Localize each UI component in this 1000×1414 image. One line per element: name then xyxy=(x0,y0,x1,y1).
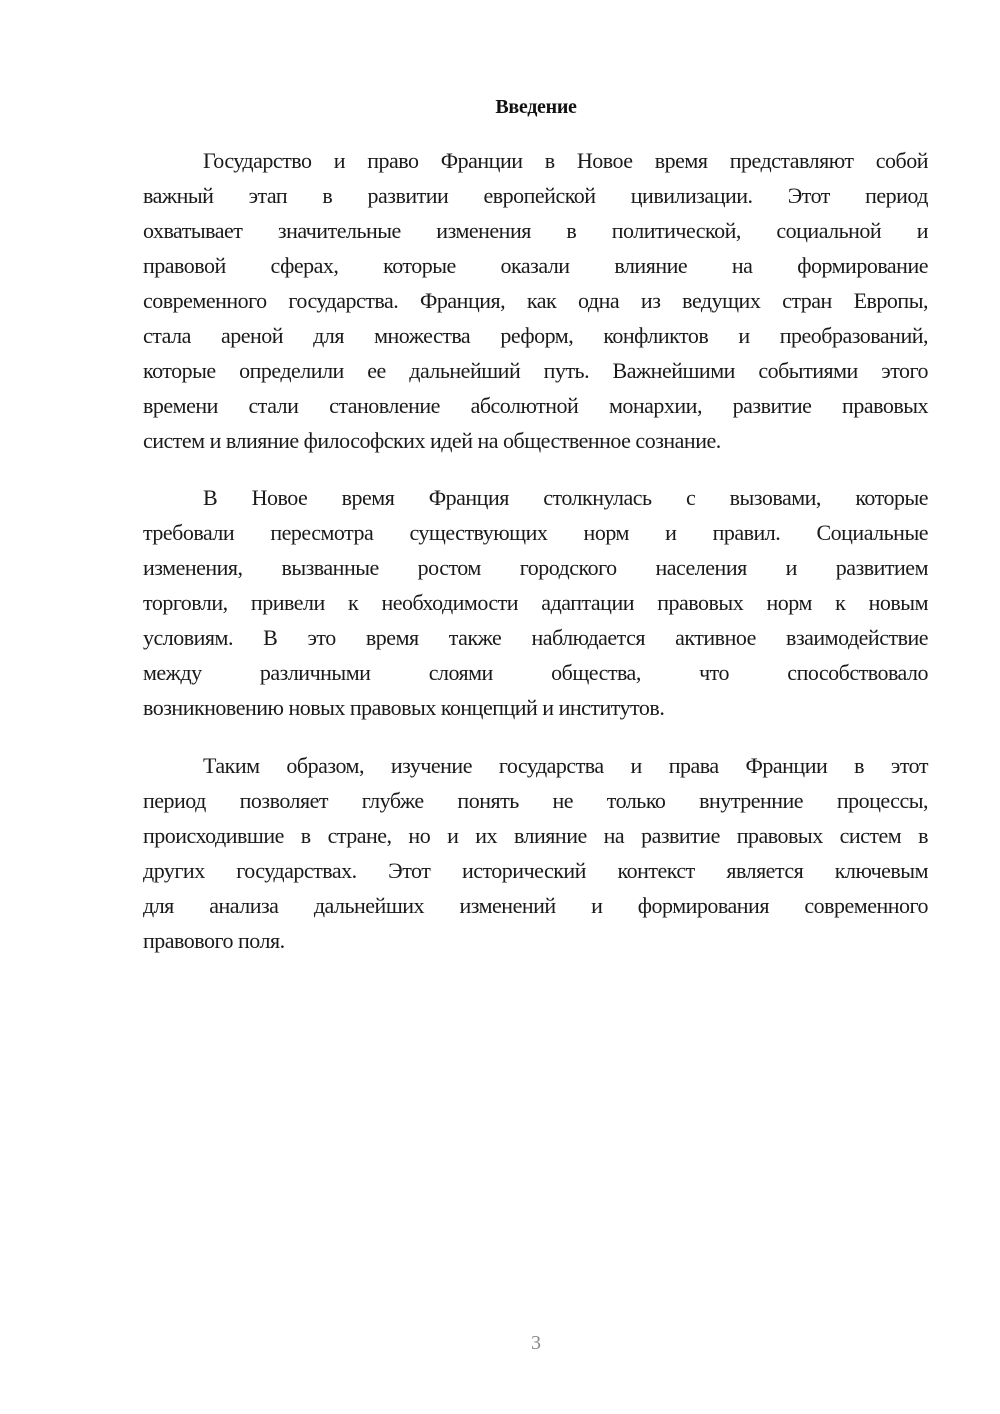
text-line: правовой сферах, которые оказали влияние на формирование xyxy=(143,253,928,278)
text-line: требовали пересмотра существующих норм и правил. Социальные xyxy=(143,520,928,545)
text-line: правового поля. xyxy=(143,928,285,953)
text-line: стала ареной для множества реформ, конфликтов и преобразований, xyxy=(143,323,928,348)
text-line: Государство и право Франции в Новое время представляют собой xyxy=(203,148,928,173)
text-line: изменения, вызванные ростом городского населения и развитием xyxy=(143,555,928,580)
text-line: охватывает значительные изменения в политической, социальной и xyxy=(143,218,928,243)
text-line: торговли, привели к необходимости адаптации правовых норм к новым xyxy=(143,590,928,615)
text-line: важный этап в развитии европейской цивилизации. Этот период xyxy=(143,183,928,208)
text-line: которые определили ее дальнейший путь. Важнейшими событиями этого xyxy=(143,358,928,383)
text-line: возникновению новых правовых концепций и институтов. xyxy=(143,695,665,720)
paragraph-introduction-1 xyxy=(143,143,928,458)
text-line: времени стали становление абсолютной монархии, развитие правовых xyxy=(143,393,928,418)
paragraph-introduction-3 xyxy=(143,748,928,958)
text-line: условиям. В это время также наблюдается активное взаимодействие xyxy=(143,625,928,650)
text-line: систем и влияние философских идей на общественное сознание. xyxy=(143,428,721,453)
text-line: других государствах. Этот исторический контекст является ключевым xyxy=(143,858,928,883)
text-line: современного государства. Франция, как одна из ведущих стран Европы, xyxy=(143,288,928,313)
text-line: В Новое время Франция столкнулась с вызовами, которые xyxy=(203,485,928,510)
text-line: для анализа дальнейших изменений и формирования современного xyxy=(143,893,928,918)
text-line: Таким образом, изучение государства и права Франции в этот xyxy=(203,753,928,778)
text-line: период позволяет глубже понять не только внутренние процессы, xyxy=(143,788,928,813)
text-line: между различными слоями общества, что способствовало xyxy=(143,660,928,685)
paragraph-introduction-2 xyxy=(143,480,928,725)
section-title: Введение xyxy=(495,96,577,118)
text-line: происходившие в стране, но и их влияние на развитие правовых систем в xyxy=(143,823,928,848)
page-number: 3 xyxy=(531,1332,541,1354)
